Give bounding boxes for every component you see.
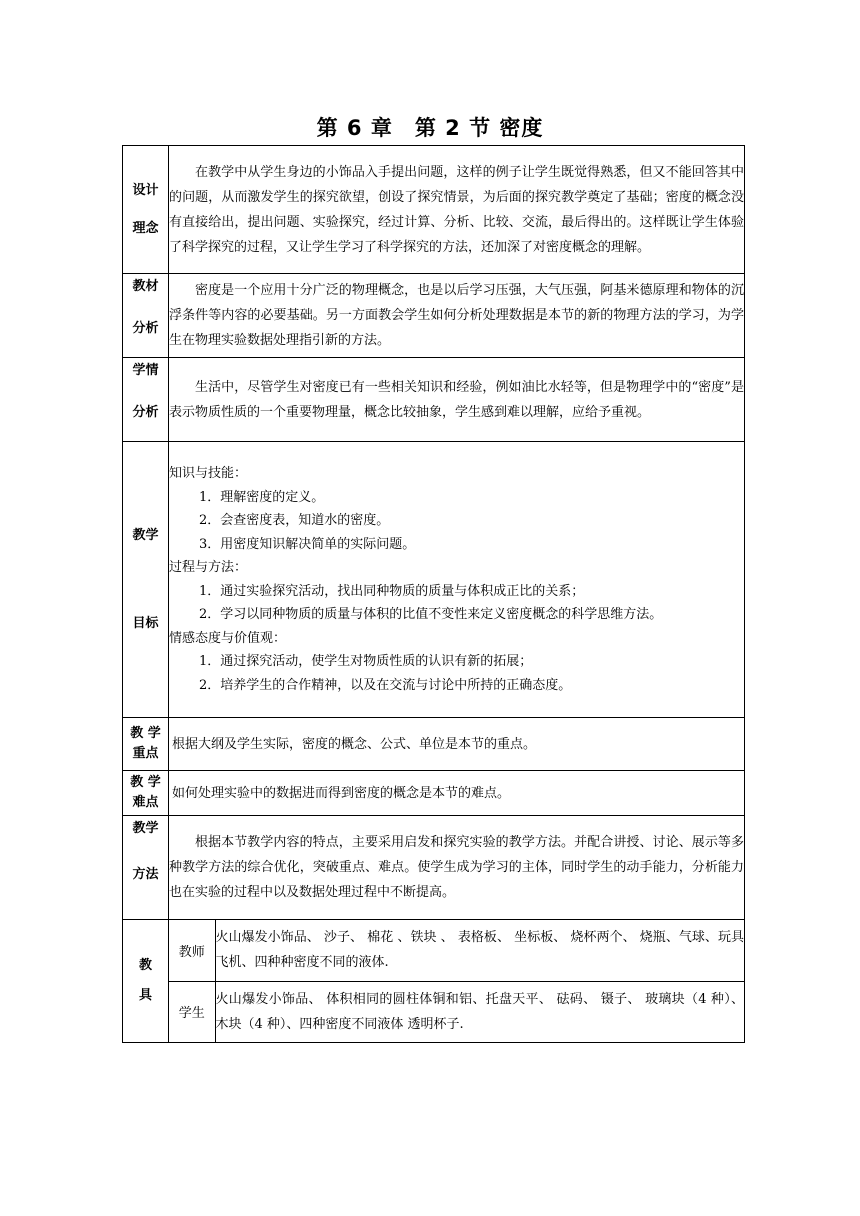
label-line-1: 教学 <box>132 821 159 836</box>
design-concept-text: 在教学中从学生身边的小饰品入手提出问题，这样的例子让学生既觉得熟悉，但又不能回答其中的问题，从而激发学生的探究欲望，创设了探究情景，为后面的探究教学奠定了基础；密度的概念没有直接给出，提出问题、实验探究，经过计算、分析、比较、交流，最后得出的。这样既让学生体验了科学探究的过程，又让学生学习了科学探究的方法，还加深了对密度概念的理解。 <box>169 164 744 255</box>
label-teaching-method <box>123 816 169 920</box>
text-student-analysis <box>169 358 745 442</box>
text-material-analysis <box>169 274 745 358</box>
goal-item: 3．用密度知识解决简单的实际问题。 <box>199 536 416 552</box>
goal-item: 2．会查密度表，知道水的密度。 <box>199 513 390 528</box>
label-line-1: 教学 <box>132 527 159 543</box>
label-key-points <box>123 718 169 771</box>
goal-item: 2．学习以同种物质的质量与体积的比值不变性来定义密度概念的科学思维方法。 <box>199 607 663 622</box>
text-difficult-points <box>169 771 745 816</box>
label-line-1: 教 <box>138 958 152 973</box>
row-student-analysis <box>123 358 745 442</box>
text-teaching-goals <box>169 442 745 718</box>
goal-item: 1．通过实验探究活动，找出同种物质的质量与体积成正比的关系； <box>199 583 585 599</box>
label-line-1: 教材 <box>132 279 159 294</box>
label-line-1: 设计 <box>132 182 159 198</box>
text-teaching-method <box>169 816 745 920</box>
row-difficult-points <box>123 771 745 816</box>
teaching-method-text: 根据本节教学内容的特点，主要采用启发和探究实验的教学方法。并配合讲授、讨论、展示等多种教学方法的综合优化，突破重点、难点。使学生成为学习的主体，同时学生的动手能力，分析能力也在实验的过程中以及数据处理过程中不断提高。 <box>169 835 744 900</box>
tools-student-text: 火山爆发小饰品、 体积相同的圆柱体铜和铝、托盘天平、 砝码、 镊子、 玻璃块（4 种）、 木块（4 种）、四种密度不同液体 透明杯子. <box>215 981 744 1042</box>
material-analysis-text: 密度是一个应用十分广泛的物理概念，也是以后学习压强，大气压强，阿基米德原理和物体的沉浮条件等内容的必要基础。另一方面教会学生如何分析处理数据是本节的新的物理方法的学习，为学生在物理实验数据处理指引新的方法。 <box>169 283 744 348</box>
goal-heading-process: 过程与方法： <box>169 560 248 575</box>
student-analysis-text: 生活中，尽管学生对密度已有一些相关知识和经验，例如油比水轻等，但是物理学中的“密度”是表示物质性质的一个重要物理量，概念比较抽象，学生感到难以理解，应给予重视。 <box>169 379 744 420</box>
label-teaching-tools <box>123 920 169 1043</box>
row-key-points <box>123 718 745 771</box>
goal-item: 1．理解密度的定义。 <box>199 489 325 505</box>
tools-inner-table <box>169 920 744 1042</box>
label-material-analysis <box>123 274 169 358</box>
key-points-text: 根据大纲及学生实际，密度的概念、公式、单位是本节的重点。 <box>172 736 537 752</box>
difficult-points-text: 如何处理实验中的数据进而得到密度的概念是本节的难点。 <box>172 785 511 801</box>
label-line-2: 重点 <box>132 746 159 761</box>
label-design-concept <box>123 146 169 274</box>
row-teaching-tools <box>123 920 745 1043</box>
label-line-1: 教 学 <box>130 775 161 790</box>
row-teaching-method <box>123 816 745 920</box>
row-design-concept <box>123 146 745 274</box>
page-title: 第 6 章 第 2 节 密度 <box>316 116 544 140</box>
tools-teacher-label: 教师 <box>169 920 215 981</box>
label-line-2: 分析 <box>132 405 159 420</box>
goal-heading-emotion: 情感态度与价值观： <box>169 630 287 646</box>
label-line-2: 理念 <box>132 220 159 236</box>
label-teaching-goals <box>123 442 169 718</box>
lesson-plan-table <box>122 145 745 1043</box>
label-difficult-points <box>123 771 169 816</box>
tools-cell <box>169 920 745 1043</box>
label-student-analysis <box>123 358 169 442</box>
label-line-1: 学情 <box>132 363 159 378</box>
goal-heading-knowledge: 知识与技能： <box>169 466 248 481</box>
tools-row-teacher <box>169 920 744 981</box>
row-material-analysis <box>123 274 745 358</box>
label-line-2: 难点 <box>132 795 159 810</box>
label-line-2: 方法 <box>132 867 159 882</box>
tools-student-label: 学生 <box>169 981 215 1042</box>
tools-row-student <box>169 981 744 1042</box>
text-key-points <box>169 718 745 771</box>
tools-teacher-text: 火山爆发小饰品、 沙子、 棉花 、铁块 、 表格板、 坐标板、 烧杯两个、 烧瓶、气球、玩具飞机、四种种密度不同的液体. <box>215 920 744 981</box>
label-line-2: 分析 <box>132 321 159 336</box>
row-teaching-goals <box>123 442 745 718</box>
label-line-2: 具 <box>138 988 152 1003</box>
goal-item: 2．培养学生的合作精神，以及在交流与讨论中所持的正确态度。 <box>199 677 572 693</box>
label-line-2: 目标 <box>132 615 159 631</box>
text-design-concept <box>169 146 745 274</box>
label-line-1: 教 学 <box>130 726 161 741</box>
goal-item: 1．通过探究活动，使学生对物质性质的认识有新的拓展； <box>199 654 533 669</box>
